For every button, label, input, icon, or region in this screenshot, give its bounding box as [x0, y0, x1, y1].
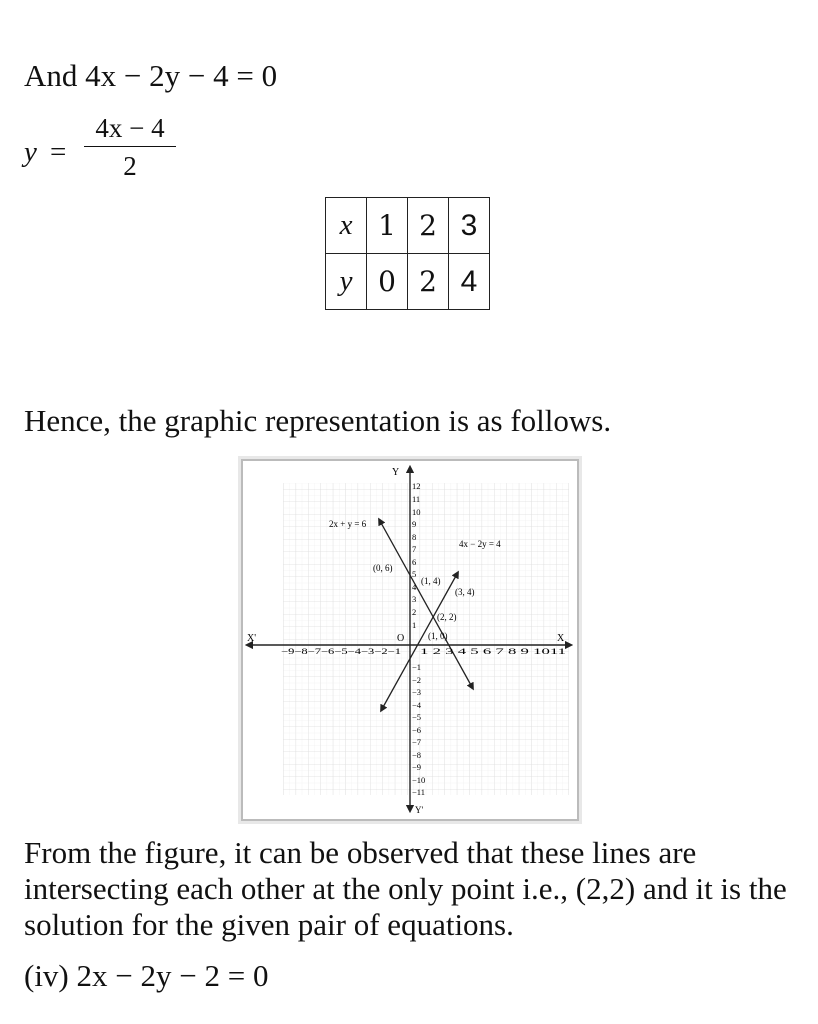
- origin-label: O: [397, 633, 405, 644]
- hence-text: Hence, the graphic representation is as follows.: [24, 403, 612, 438]
- pos-x-tick-labels: 1 2 3 4 5 6 7 8 9 1011: [420, 646, 566, 656]
- fraction-lhs: y: [24, 136, 37, 168]
- point-label: (2, 2): [437, 612, 457, 622]
- axis-y-label: Y: [392, 467, 400, 478]
- y-tick-label: 8: [412, 532, 417, 542]
- y-tick-label: 11: [412, 494, 421, 504]
- y-tick-label: 4: [412, 582, 417, 592]
- equation-line: And 4x − 2y − 4 = 0: [24, 58, 278, 93]
- graph-svg: [243, 461, 577, 819]
- y-tick-label: −4: [412, 700, 422, 710]
- line1-label: 2x + y = 6: [329, 519, 367, 529]
- conclusion-paragraph: From the figure, it can be observed that these lines are intersecting each other at the only point i.e., (2,2) and it is the solution for the given pair of equations.: [24, 835, 787, 942]
- y-tick-label: 5: [412, 569, 417, 579]
- table-row-y: [326, 254, 490, 310]
- line2-label: 4x − 2y = 4: [459, 539, 501, 549]
- table-cell: 0: [367, 254, 408, 310]
- values-table: [325, 197, 490, 310]
- point-label: (0, 6): [373, 563, 393, 573]
- axis-x-neg-label: X': [247, 633, 257, 644]
- next-equation: (iv) 2x − 2y − 2 = 0: [24, 958, 269, 993]
- y-tick-label: −7: [412, 737, 422, 747]
- table-header-x: x: [326, 198, 367, 254]
- y-tick-label: −3: [412, 687, 422, 697]
- y-tick-label: −10: [412, 775, 426, 785]
- table-cell: 4: [449, 254, 490, 310]
- y-tick-label: 10: [412, 507, 421, 517]
- y-tick-label: −1: [412, 662, 422, 672]
- major-grid: [283, 483, 569, 795]
- fraction-bar: [84, 146, 176, 147]
- axis-y-neg-label: Y': [415, 805, 424, 815]
- point-label: (1, 0): [428, 631, 448, 641]
- y-tick-label: 3: [412, 594, 417, 604]
- y-tick-label: 7: [412, 544, 417, 554]
- neg-x-tick-labels: −9−8−7−6−5−4−3−2−1: [281, 646, 401, 656]
- y-tick-label: −5: [412, 712, 422, 722]
- fraction-equals: =: [50, 136, 67, 168]
- fraction-numerator: 4x − 4: [95, 113, 165, 143]
- fraction-denominator: 2: [123, 151, 137, 181]
- y-tick-label: 6: [412, 557, 417, 567]
- table-row-x: [326, 198, 490, 254]
- table-cell: 1: [367, 198, 408, 254]
- y-tick-label: 2: [412, 607, 417, 617]
- table-cell: 3: [449, 198, 490, 254]
- y-tick-label: −11: [412, 787, 425, 797]
- table-cell: 2: [408, 254, 449, 310]
- fraction: [84, 112, 176, 181]
- y-tick-label: −8: [412, 750, 422, 760]
- y-tick-label: −6: [412, 725, 422, 735]
- table-header-y: y: [326, 254, 367, 310]
- axis-x-label: X: [557, 633, 565, 644]
- y-tick-label: −2: [412, 675, 422, 685]
- graph-figure: [241, 459, 579, 821]
- y-tick-label: −9: [412, 762, 422, 772]
- y-tick-label: 9: [412, 519, 417, 529]
- y-tick-label: 12: [412, 481, 421, 491]
- point-label: (1, 4): [421, 576, 441, 586]
- point-label: (3, 4): [455, 587, 475, 597]
- table-cell: 2: [408, 198, 449, 254]
- y-tick-label: 1: [412, 620, 417, 630]
